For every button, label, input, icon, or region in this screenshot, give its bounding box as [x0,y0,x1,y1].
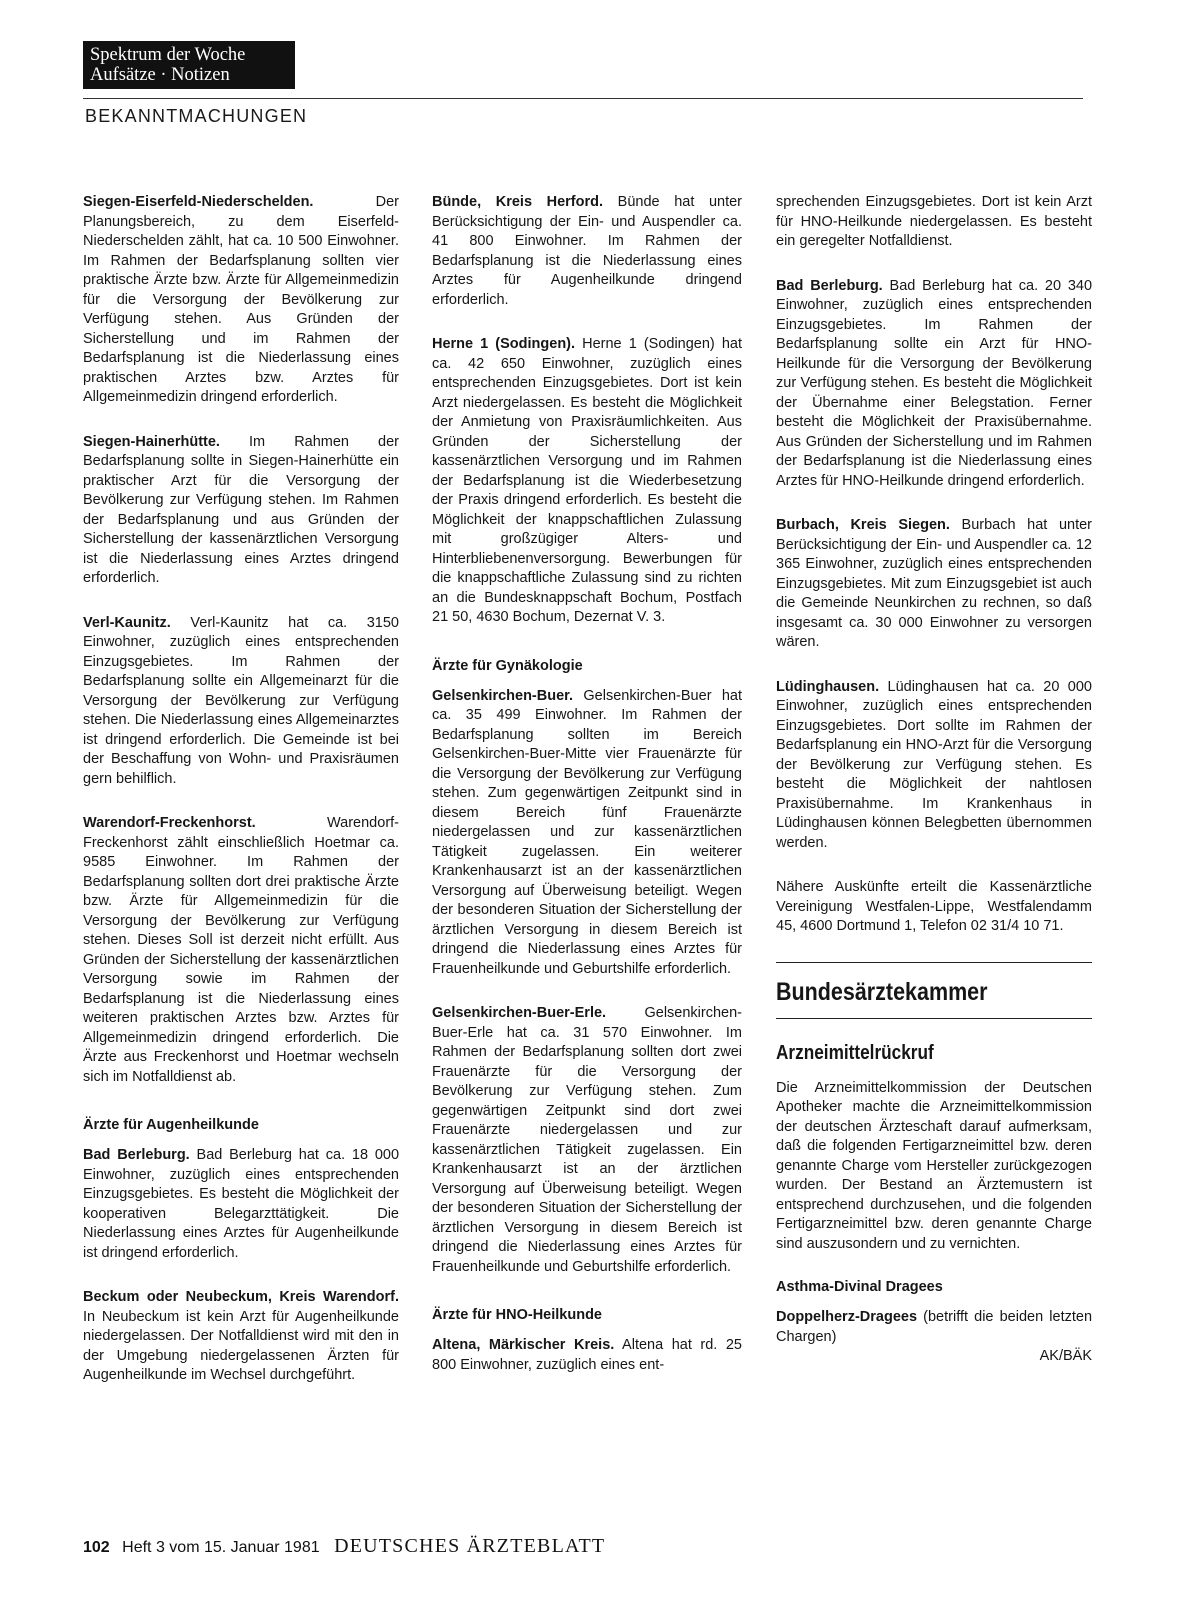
notice-text: Verl-Kaunitz hat ca. 3150 Einwohner, zuzüglich eines entsprechenden Einzugsgebietes. Im Rahmen der Bedarfsplanung sollte ein Allgemeinarzt für die Versorgung der Bevölkerung zur Verfügung stehen. Die Niederlassung eines Allgemeinarztes ist dringend erforderlich. Die Gemeinde ist bei der Beschaffung von Wohn- und Praxisräumen gern behilflich. [83,614,399,787]
notice-buende [432,193,742,310]
notice-burbach [776,516,1092,653]
page-number: 102 [83,1539,110,1556]
header-rule [83,98,1083,99]
column-3 [776,193,1092,1392]
notice-siegen-hainerhuette [83,433,399,589]
notice-gelsenkirchen-buer-erle [432,1004,742,1277]
notice-text: In Neubeckum ist kein Arzt für Augenheilkunde niedergelassen. Der Notfalldienst wird mit den in der Umgebung niedergelassenen Ärzten für Augenheilkunde im Wechsel durchgeführt. [83,1308,399,1383]
notice-text: Gelsenkirchen-Buer-Erle hat ca. 31 570 Einwohner. Im Rahmen der Bedarfsplanung sollten dort zwei Frauenärzte für die Versorgung der Bevölkerung zur Verfügung stehen. Zum gegenwärtigen Zeitpunkt sind dort zwei Frauenärzte niedergelassen und zur kassenärztlichen Tätigkeit zugelassen. Ein Krankenhausarzt ist an der ärztlichen Versorgung auf Überweisung beteiligt. Wegen der besonderen Situation der Sicherstellung der ärztlichen Versorgung in diesem Bereich ist dringend die Niederlassung eines Arztes für Frauenheilkunde und Geburtshilfe erforderlich. [432,1005,742,1275]
notice-text: Bünde hat unter Berücksichtigung der Ein- und Auspendler ca. 41 800 Einwohner. Im Rahmen der Bedarfsplanung ist die Niederlassung eines Arztes für Augenheilkunde dringend erforderlich. [432,194,743,308]
issue-info: Heft 3 vom 15. Januar 1981 [122,1539,320,1556]
journal-name: DEUTSCHES ÄRZTEBLATT [334,1535,606,1557]
notice-text: Lüdinghausen hat ca. 20 000 Einwohner, zuzüglich eines entsprechenden Einzugsgebietes. Dort sollte im Rahmen der Bedarfsplanung ein HNO-Arzt für die Versorgung der Bevölkerung zur Verfügung stehen. Es besteht die Möglichkeit der nahtlosen Praxisübernahme. Im Krankenhaus in Lüdinghausen können Belegbetten übernommen werden. [776,678,1092,851]
notice-text: Warendorf-Freckenhorst zählt einschließlich Hoetmar ca. 9585 Einwohner. Im Rahmen der Bedarfsplanung sollten dort drei praktische Ärzte bzw. Ärzte für Allgemeinmedizin für die Versorgung der Bevölkerung zur Verfügung stehen. Dieses Soll ist derzeit nicht erfüllt. Aus Gründen der Sicherstellung der kassenärztlichen Versorgung sowie im Rahmen der Bedarfsplanung ist die Niederlassung eines weiteren praktischen Arztes bzw. Arztes für Allgemeinmedizin dringend erforderlich. Die Ärzte aus Freckenhorst und Hoetmar wechseln sich im Notfalldienst ab. [83,815,399,1085]
notice-verl-kaunitz [83,614,399,790]
article-heading: Arzneimittelrückruf [776,1041,934,1064]
subhead-hno: Ärzte für HNO-Heilkunde [432,1307,602,1323]
notice-text: Im Rahmen der Bedarfsplanung sollte in Siegen-Hainerhütte ein praktischer Arzt für die Versorgung der Bevölkerung zur Verfügung stehen. Im Rahmen der Bedarfsplanung und aus Gründen der Sicherstellung der kassenärztlichen Versorgung ist die Niederlassung eines Arztes dringend erforderlich. [83,433,400,586]
signature: AK/BÄK [1039,1348,1092,1364]
notice-siegen-eiserfeld [83,193,399,408]
notice-bad-berleburg-augen [83,1146,399,1263]
section-tag-line-1: Spektrum der Woche [90,45,246,65]
recall-item-title: Doppelherz-Dragees [776,1309,918,1325]
notice-title: Gelsenkirchen-Buer. [432,687,574,704]
recall-item-text: (betrifft die beiden letzten Chargen) [776,1309,1093,1345]
notice-title: Bad Berleburg. [776,277,883,294]
notice-title: Burbach, Kreis Siegen. [776,517,950,533]
notice-text: Burbach hat unter Berücksichtigung der Ein- und Auspendler ca. 12 365 Einwohner, zuzüglich eines entsprechenden Einzugsgebietes. Mit zum Einzugsgebiet ist auch die Gemeinde Neunkirchen zu rechnen, so daß insgesamt ca. 30 000 Einwohner zu versorgen wären. [776,517,1092,650]
notice-text: Gelsenkirchen-Buer hat ca. 35 499 Einwohner. Im Rahmen der Bedarfsplanung sollten im Bereich Gelsenkirchen-Buer-Mitte vier Frauenärzte für die Versorgung der Bevölkerung zur Verfügung stehen. Zum gegenwärtigen Zeitpunkt sind in diesem Bereich fünf Frauenärzte niedergelassen und zur kassenärztlichen Tätigkeit zugelassen. Ein weiterer Krankenhausarzt ist an der kassenärztlichen Versorgung auf Überweisung beteiligt. Wegen der besonderen Situation der Sicherstellung der ärztlichen Versorgung in diesem Bereich ist dringend die Niederlassung eines Arztes für Frauenheilkunde und Geburtshilfe erforderlich. [432,687,743,977]
notice-title: Lüdinghausen. [776,678,880,695]
section-tag [83,41,295,89]
notice-text: Herne 1 (Sodingen) hat ca. 42 650 Einwohner, zuzüglich eines entsprechenden Einzugsgebietes. Dort ist kein Arzt niedergelassen. Es besteht die Möglichkeit der Anmietung von Praxisräumlichkeiten. Aus Gründen der Sicherstellung der kassenärztlichen Versorgung und im Rahmen der Bedarfsplanung ist die Wiederbesetzung der Praxis dringend erforderlich. Es besteht die Möglichkeit der knappschaftlichen Zulassung mit großzügiger Alters- und Hinterbliebenenversorgung. Bewerbungen für die knappschaftliche Zulassung sind zu richten an die Bundesknappschaft Bochum, Postfach 21 50, 4630 Bochum, Dezernat V. 3. [432,336,742,625]
notice-title: Siegen-Eiserfeld-Niederschelden. [83,194,314,210]
notice-title: Herne 1 (Sodingen). [432,336,576,352]
notice-warendorf [83,814,399,1087]
notice-title: Bad Berleburg. [83,1147,190,1163]
page-footer [83,1535,605,1558]
notice-luedinghausen [776,678,1092,854]
recall-text: Die Arzneimittelkommission der Deutschen Apotheker machte die Arzneimittelkommission der deutschen Ärzteschaft darauf aufmerksam, daß die folgenden Fertigarzneimittel bzw. deren genannte Charge vom Hersteller zurückgezogen wurden. Der Bestand an Ärztemustern ist entsprechend durchzusehen, und die folgenden Fertigarzneimittel bzw. deren genannte Charge sind auszusondern und zu vernichten. [776,1079,1092,1252]
notice-text: Altena hat rd. 25 800 Einwohner, zuzüglich eines ent- [432,1337,742,1373]
notice-gelsenkirchen-buer [432,687,742,980]
notice-title: Gelsenkirchen-Buer-Erle. [432,1005,607,1021]
notice-beckum [83,1288,399,1386]
org-heading: Bundesärztekammer [776,977,988,1006]
category-label: BEKANNTMACHUNGEN [85,106,308,126]
subhead-gynaekologie: Ärzte für Gynäkologie [432,657,583,674]
notice-title: Beckum oder Neubeckum, Kreis Warendorf. [83,1289,399,1305]
subhead-augenheilkunde: Ärzte für Augenheilkunde [83,1117,259,1133]
recall-item-asthma-divinal: Asthma-Divinal Dragees [776,1279,943,1295]
column-1 [83,193,399,1411]
notice-text: Bad Berleburg hat ca. 18 000 Einwohner, zuzüglich eines entsprechenden Einzugsgebietes. Es besteht die Möglichkeit der kooperativen Belegarzttätigkeit. Die Niederlassung eines Arztes für Augenheilkunde ist dringend erforderlich. [83,1147,400,1261]
section-tag-line-2: Aufsätze · Notizen [90,65,230,85]
notice-herne [432,335,742,628]
notice-altena [432,1336,742,1375]
notice-text: Der Planungsbereich, zu dem Eiserfeld-Niederschelden zählt, hat ca. 10 500 Einwohner. Im Rahmen der Bedarfsplanung sollten vier praktische Ärzte bzw. Ärzte für Allgemeinmedizin für die Versorgung der Bevölkerung zur Verfügung stehen. Aus Gründen der Sicherstellung und im Rahmen der Bedarfsplanung ist die Niederlassung eines praktischen Arztes bzw. Arztes für Allgemeinmedizin dringend erforderlich. [83,194,399,405]
notice-title: Warendorf-Freckenhorst. [83,815,256,831]
section-rule-bottom [776,1018,1092,1019]
column-2 [432,193,742,1400]
notice-text: Bad Berleburg hat ca. 20 340 Einwohner, zuzüglich eines entsprechenden Einzugsgebietes. Im Rahmen der Bedarfsplanung sollte ein Arzt für HNO-Heilkunde für die Versorgung der Bevölkerung zur Verfügung stehen. Es besteht die Möglichkeit der Übernahme einer Belegstation. Ferner besteht die Möglichkeit der Praxisübernahme. Aus Gründen der Sicherstellung und im Rahmen der Bedarfsplanung ist die Niederlassung eines Arztes für HNO-Heilkunde dringend erforderlich. [776,277,1093,489]
recall-item-doppelherz [776,1308,1092,1367]
notice-title: Verl-Kaunitz. [83,614,171,631]
notice-title: Bünde, Kreis Herford. [432,194,604,210]
notice-title: Siegen-Hainerhütte. [83,433,220,450]
notice-bad-berleburg-hno [776,277,1092,492]
notice-altena-continued: sprechenden Einzugsgebietes. Dort ist kein Arzt für HNO-Heilkunde niedergelassen. Es besteht ein geregelter Notfalldienst. [776,194,1092,249]
section-rule-top [776,962,1092,963]
contact-info: Nähere Auskünfte erteilt die Kassenärztliche Vereinigung Westfalen-Lippe, Westfalendamm 45, 4600 Dortmund 1, Telefon 02 31/4 10 71. [776,879,1092,934]
notice-title: Altena, Märkischer Kreis. [432,1337,615,1353]
